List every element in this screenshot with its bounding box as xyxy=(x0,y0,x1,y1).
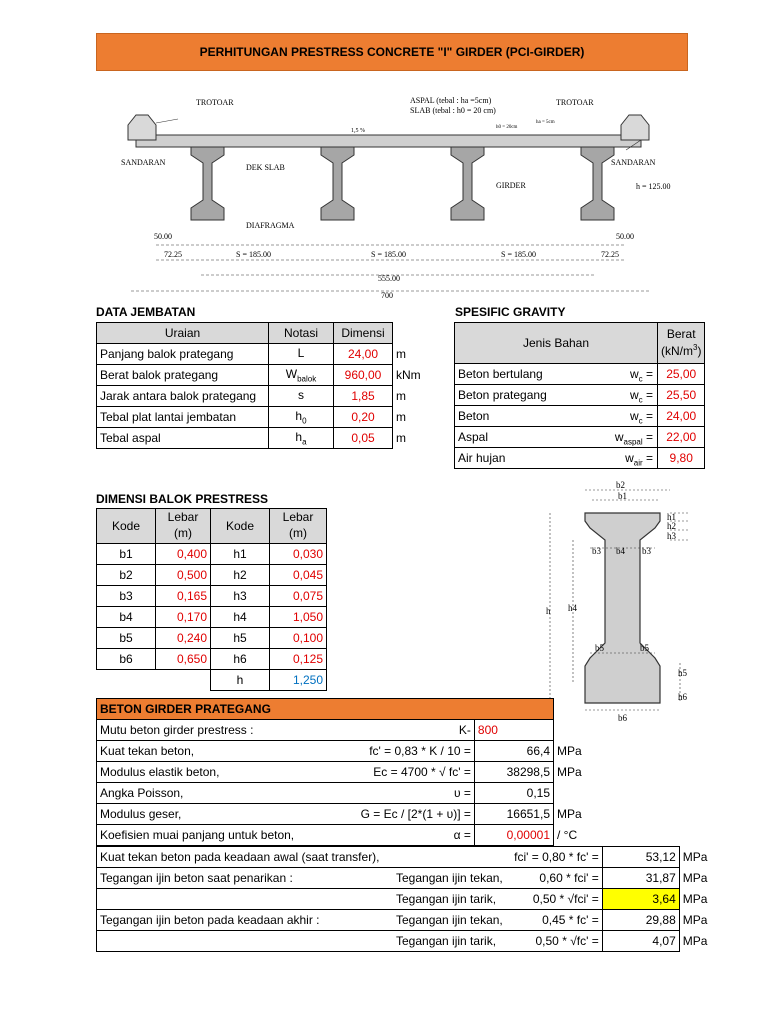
girder-section-shape xyxy=(585,513,660,703)
dim-50-right: 50.00 xyxy=(616,232,634,241)
svg-text:b5: b5 xyxy=(595,643,604,653)
col-notasi: Notasi xyxy=(269,323,334,344)
col-jenis-bahan: Jenis Bahan xyxy=(455,323,658,364)
svg-text:b6: b6 xyxy=(618,713,627,723)
svg-text:h1: h1 xyxy=(667,512,676,522)
table-row: Tegangan ijin beton pada keadaan akhir : Tegangan ijin tekan, 0,45 * fc' = 29,88 MPa xyxy=(97,910,711,931)
bridge-structure xyxy=(128,115,649,220)
tegangan-table xyxy=(96,846,711,952)
label-sandaran-right: SANDARAN xyxy=(611,158,656,167)
table-row: b1 0,400 h1 0,030 xyxy=(97,544,327,565)
table-row: Angka Poisson, υ = 0,15 xyxy=(97,783,586,804)
label-sandaran-left: SANDARAN xyxy=(121,158,166,167)
table-row: Panjang balok prategang L 24,00 m xyxy=(97,344,430,365)
label-ha: ha = 5cm xyxy=(536,120,555,125)
table-row: Mutu beton girder prestress : K- 800 xyxy=(97,720,586,741)
svg-text:b2: b2 xyxy=(616,480,625,490)
label-diafragma: DIAFRAGMA xyxy=(246,221,295,230)
table-row: Beton bertulang $w_c$ = 25,00 xyxy=(455,364,705,385)
table-row: Modulus geser, G = Ec / [2*(1 + υ)] = 16651,5 MPa xyxy=(97,804,586,825)
data-jembatan-table xyxy=(96,322,430,449)
girder-4 xyxy=(581,147,614,220)
dim-7225-right: 72.25 xyxy=(601,250,619,259)
table-row: b5 0,240 h5 0,100 xyxy=(97,628,327,649)
table-row: Tegangan ijin tarik, 0,50 * √fci' = 3,64 MPa xyxy=(97,889,711,910)
table-row: Tegangan ijin beton saat penarikan : Tegangan ijin tekan, 0,60 * fci' = 31,87 MPa xyxy=(97,868,711,889)
dimensi-balok-table: Kode Lebar (m) Kode Lebar (m) b1 0,400 h1 0,030 b2 0,500 h2 0,045 b3 0,165 h3 0,075 b4 0,170 h4 1,050 b5 0,240 h5 0,100 b6 0,650 h6 0,125 h 1,250 xyxy=(96,508,327,691)
table-row: Tebal aspal $h_a$ 0,05 m xyxy=(97,428,430,449)
girder-2 xyxy=(321,147,354,220)
svg-text:b1: b1 xyxy=(618,491,627,501)
table-row: h 1,250 xyxy=(97,670,327,691)
dim-7225-left: 72.25 xyxy=(164,250,182,259)
dim-50-left: 50.00 xyxy=(154,232,172,241)
label-dek-slab: DEK SLAB xyxy=(246,163,285,172)
beton-girder-table xyxy=(96,698,586,846)
label-slab: SLAB (tebal : h0 = 20 cm) xyxy=(410,106,496,115)
page-title: PERHITUNGAN PRESTRESS CONCRETE "I" GIRDER (PCI-GIRDER) xyxy=(96,33,688,71)
svg-text:b3: b3 xyxy=(592,546,601,556)
svg-text:h2: h2 xyxy=(667,521,676,531)
svg-text:h5: h5 xyxy=(678,668,687,678)
dim-700: 700 xyxy=(381,291,393,300)
girder-1 xyxy=(191,147,224,220)
girder-3 xyxy=(451,147,484,220)
dim-555: 555.00 xyxy=(378,274,400,283)
label-aspal: ASPAL (tebal : ha =5cm) xyxy=(410,96,492,105)
svg-text:h: h xyxy=(546,606,551,616)
table-row: Beton $w_c$ = 24,00 xyxy=(455,406,705,427)
spesific-gravity-table: Jenis Bahan Berat $(kN/m^3)$ Beton bertulang $w_c$ = 25,00 Beton prategang $w_c$ = 25,50 Beton $w_c$ = 24,00 Aspal $w_{aspal}$ = 22,00 Air hujan $w_{air}$ = 9,80 xyxy=(454,322,705,469)
dim-s1: S = 185.00 xyxy=(236,250,271,259)
table-row: Tegangan ijin tarik, 0,50 * √fc' = 4,07 MPa xyxy=(97,931,711,952)
svg-text:b5: b5 xyxy=(640,643,649,653)
svg-text:b3: b3 xyxy=(642,546,651,556)
girder-section-diagram xyxy=(540,478,700,728)
table-row: b3 0,165 h3 0,075 xyxy=(97,586,327,607)
table-row: Aspal $w_{aspal}$ = 22,00 xyxy=(455,427,705,448)
dimensi-balok-title: DIMENSI BALOK PRESTRESS xyxy=(96,492,269,506)
label-girder: GIRDER xyxy=(496,181,526,190)
table-row: b2 0,500 h2 0,045 xyxy=(97,565,327,586)
data-jembatan-title: DATA JEMBATAN xyxy=(96,305,196,319)
table-row: Jarak antara balok prategang s 1,85 m xyxy=(97,386,430,407)
table-row: b4 0,170 h4 1,050 xyxy=(97,607,327,628)
svg-text:h3: h3 xyxy=(667,531,676,541)
label-h: h = 125.00 xyxy=(636,182,671,191)
svg-text:h6: h6 xyxy=(678,692,687,702)
beton-girder-title: BETON GIRDER PRATEGANG xyxy=(97,699,554,720)
label-h0: h0 = 20cm xyxy=(496,125,518,130)
table-row: Air hujan $w_{air}$ = 9,80 xyxy=(455,448,705,469)
table-row: Tebal plat lantai jembatan $h_0$ 0,20 m xyxy=(97,407,430,428)
dim-s2: S = 185.00 xyxy=(371,250,406,259)
dim-s3: S = 185.00 xyxy=(501,250,536,259)
col-dimensi: Dimensi xyxy=(334,323,393,344)
table-row: Kuat tekan beton, fc' = 0,83 * K / 10 = 66,4 MPa xyxy=(97,741,586,762)
col-uraian: Uraian xyxy=(97,323,269,344)
table-row: Modulus elastik beton, Ec = 4700 * √ fc' = 38298,5 MPa xyxy=(97,762,586,783)
label-trotoar-left: TROTOAR xyxy=(196,98,234,107)
table-row: b6 0,650 h6 0,125 xyxy=(97,649,327,670)
svg-text:b4: b4 xyxy=(616,546,625,556)
table-row: Kuat tekan beton pada keadaan awal (saat transfer), fci' = 0,80 * fc' = 53,12 MPa xyxy=(97,847,711,868)
table-row: Beton prategang $w_c$ = 25,50 xyxy=(455,385,705,406)
bridge-cross-section-diagram xyxy=(96,85,688,300)
table-row: Berat balok prategang $W_{balok}$ 960,00 kNm xyxy=(97,365,430,386)
label-slope: 1,5 % xyxy=(351,128,365,134)
table-row: Koefisien muai panjang untuk beton, α = 0,00001 / °C xyxy=(97,825,586,846)
spesific-gravity-title: SPESIFIC GRAVITY xyxy=(455,305,566,319)
label-trotoar-right: TROTOAR xyxy=(556,98,594,107)
svg-text:h4: h4 xyxy=(568,603,577,613)
